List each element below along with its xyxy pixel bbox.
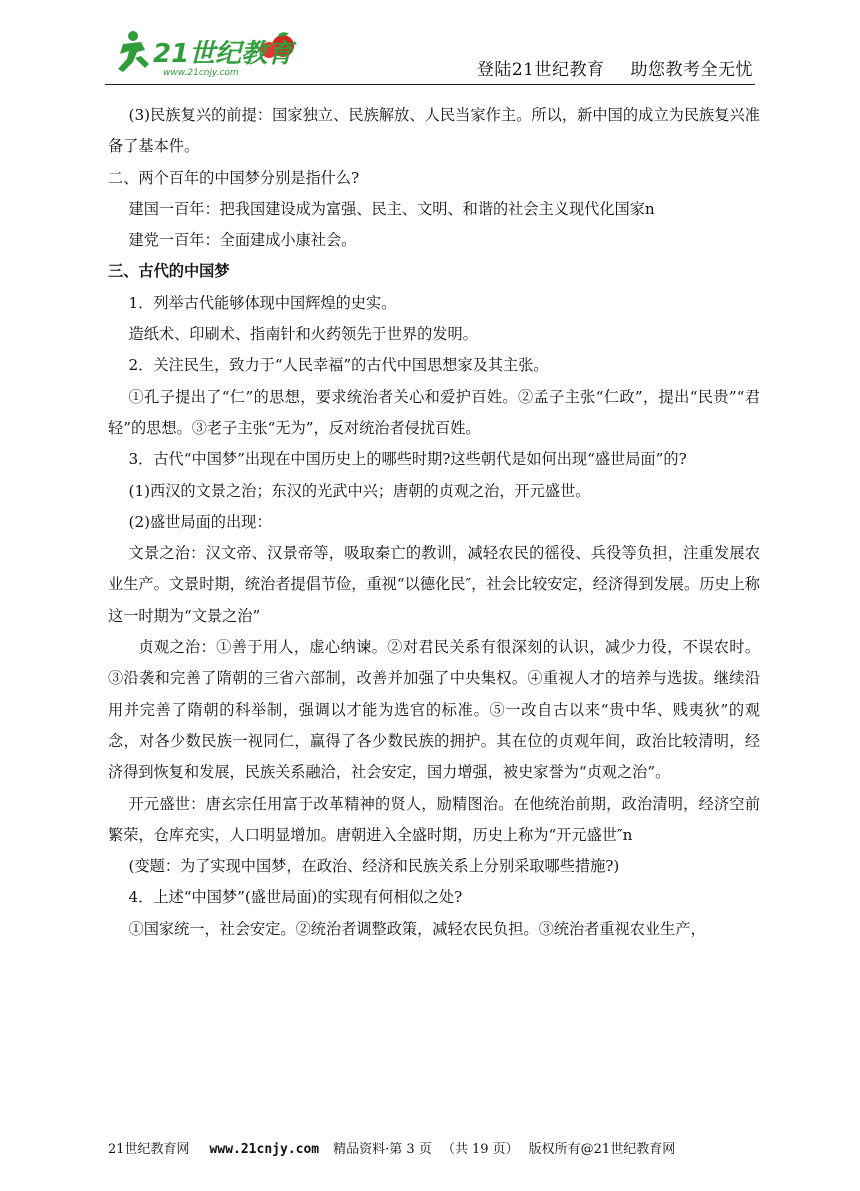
footer-url: www.21cnjy.com	[209, 1142, 320, 1157]
page-footer	[108, 1138, 760, 1157]
paragraph-wenjing: 文景之治：汉文帝、汉景帝等，吸取秦亡的教训，减轻农民的徭役、兵役等负担，注重发展农业生产。文景时期，统治者提倡节俭，重视“以德化民″，社会比较安定，经济得到发展。历史上称这一时期为“文景之治”	[108, 544, 760, 625]
footer-rights: 版权所有@21世纪教育网	[528, 1142, 676, 1157]
logo-text: 21世纪教育	[153, 39, 294, 69]
answer-2: ①孔子提出了“仁”的思想，要求统治者关心和爱护百姓。②孟子主张“仁政”，提出“民贵”“君轻”的思想。③老子主张“无为”，反对统治者侵扰百姓。	[108, 387, 760, 437]
question-3: 3．古代“中国梦”出现在中国历史上的哪些时期?这些朝代是如何出现“盛世局面”的?	[128, 450, 687, 469]
footer-site: 21世纪教育网	[108, 1142, 190, 1157]
question-4: 4．上述“中国梦”(盛世局面)的实现有何相似之处?	[128, 888, 463, 907]
footer-page-unit: 页	[418, 1142, 432, 1157]
paragraph-kaiyuan: 开元盛世：唐玄宗任用富于改革精神的贤人，励精图治。在他统治前期，政治清明，经济空前繁荣，仓库充实，人口明显增加。唐朝进入全盛时期，历史上称为“开元盛世″n	[108, 794, 760, 844]
paragraph-party-century: 建党一百年：全面建成小康社会。	[128, 231, 357, 250]
question-1: 1．列举古代能够体现中国辉煌的史实。	[128, 293, 397, 312]
footer-total: （共 19 页）	[441, 1142, 519, 1157]
question-2: 2．关注民生，致力于“人民幸福”的古代中国思想家及其主张。	[128, 356, 549, 375]
answer-3-periods: (1)西汉的文景之治；东汉的光武中兴；唐朝的贞观之治，开元盛世。	[128, 481, 591, 500]
footer-page-number: 3	[406, 1142, 415, 1157]
variant-question: (变题：为了实现中国梦，在政治、经济和民族关系上分别采取哪些措施?)	[128, 857, 620, 876]
document-body	[108, 100, 760, 945]
section-heading-2: 二、两个百年的中国梦分别是指什么?	[108, 168, 360, 187]
slogan-right: 助您教考全无忧	[630, 60, 753, 80]
logo-url: www.21cnjy.com	[163, 68, 239, 78]
paragraph-zhenguan: 贞观之治：①善于用人，虚心纳谏。②对君民关系有很深刻的认识，减少力役，不误农时。③沿袭和完善了隋朝的三省六部制，改善并加强了中央集权。④重视人才的培养与选拔。继续沿用并完善了隋朝的科举制，强调以才能为选官的标准。⑤一改自古以来“贵中华、贱夷狄”的观念，对各少数民族一视同仁，赢得了各少数民族的拥护。其在位的贞观年间，政治比较清明，经济得到恢复和发展，民族关系融洽，社会安定，国力增强，被史家誉为“贞观之治”。	[108, 638, 760, 782]
runner-icon	[118, 31, 149, 72]
answer-4: ①国家统一，社会安定。②统治者调整政策，减轻农民负担。③统治者重视农业生产，	[128, 919, 706, 938]
section-heading-3: 三、古代的中国梦	[108, 262, 230, 281]
answer-3-heading: (2)盛世局面的出现：	[128, 512, 272, 531]
paragraph-3-premise: (3)民族复兴的前提：国家独立、民族解放、人民当家作主。所以，新中国的成立为民族复兴准备了基本件。	[108, 106, 760, 156]
paragraph-founding-century: 建国一百年：把我国建设成为富强、民主、文明、和谐的社会主义现代化国家n	[128, 199, 655, 218]
slogan-left: 登陆21世纪教育	[476, 60, 605, 80]
footer-label: 精品资料·第	[333, 1142, 403, 1157]
answer-1: 造纸术、印刷术、指南针和火药领先于世界的发明。	[128, 325, 478, 344]
logo	[115, 28, 305, 78]
page-header	[105, 0, 755, 85]
header-slogan	[477, 55, 753, 80]
